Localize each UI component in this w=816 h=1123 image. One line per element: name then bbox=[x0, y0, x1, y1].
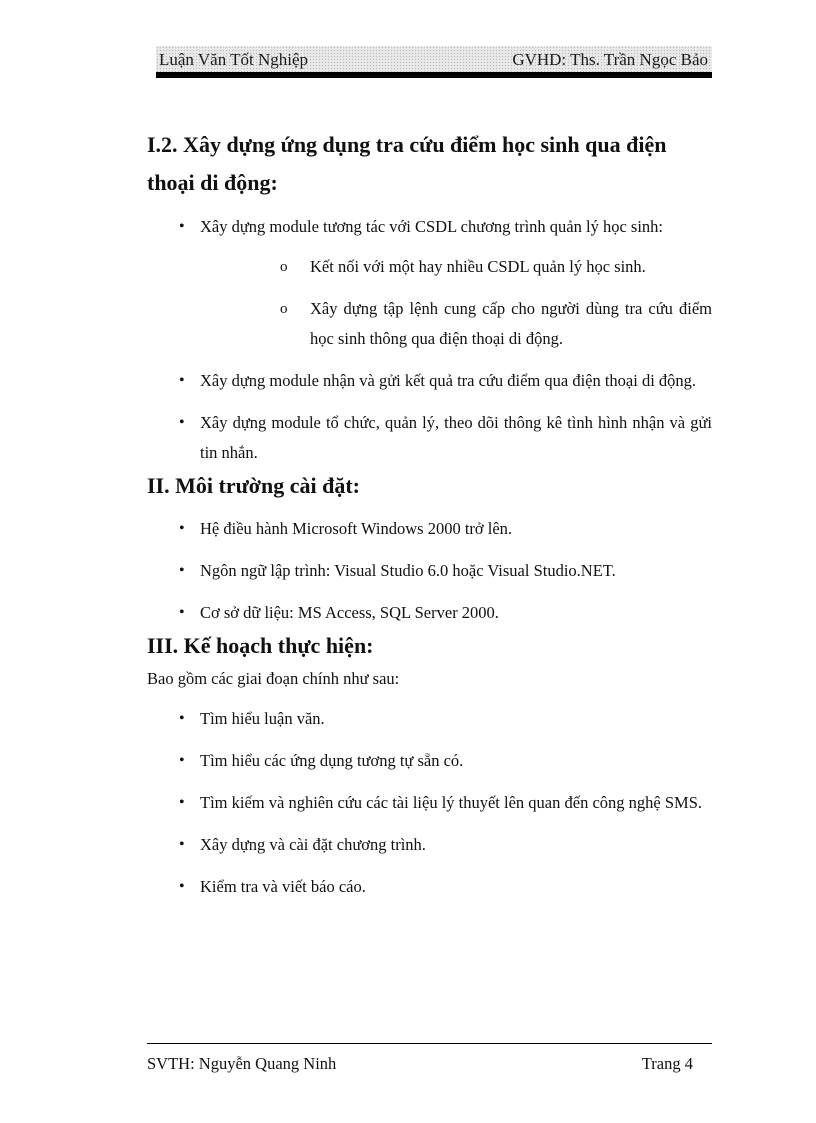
page-header bbox=[156, 46, 712, 72]
list-item-text: Xây dựng module tương tác với CSDL chương trình quản lý học sinh: bbox=[200, 217, 664, 236]
header-rule bbox=[156, 72, 712, 78]
list-item: • Xây dựng module tổ chức, quản lý, theo dõi thông kê tình hình nhận và gửi tin nhắn. bbox=[147, 408, 712, 468]
list-item: • Cơ sở dữ liệu: MS Access, SQL Server 2000. bbox=[147, 598, 712, 628]
sub-list-item: o Kết nối với một hay nhiều CSDL quản lý học sinh. bbox=[200, 252, 712, 282]
header-thesis-title: Luận Văn Tốt Nghiệp bbox=[159, 50, 309, 69]
section-heading-i2: I.2. Xây dựng ứng dụng tra cứu điểm học sinh qua điện thoại di động: bbox=[147, 132, 667, 195]
section-ii-list bbox=[147, 514, 712, 628]
list-item: • Ngôn ngữ lập trình: Visual Studio 6.0 hoặc Visual Studio.NET. bbox=[147, 556, 712, 586]
section-heading-ii: II. Môi trường cài đặt: bbox=[147, 473, 360, 498]
sub-list bbox=[200, 252, 712, 354]
section-iii-list bbox=[147, 704, 712, 902]
section-i2-list bbox=[147, 212, 712, 468]
section-heading-iii: III. Kế hoạch thực hiện: bbox=[147, 633, 374, 658]
header-advisor: GVHD: Ths. Trần Ngọc Bảo bbox=[512, 50, 708, 69]
list-item: • Kiểm tra và viết báo cáo. bbox=[147, 872, 712, 902]
list-item: • Xây dựng module nhận và gửi kết quả tra cứu điểm qua điện thoại di động. bbox=[147, 366, 712, 396]
list-item: • Tìm kiếm và nghiên cứu các tài liệu lý thuyết lên quan đến công nghệ SMS. bbox=[147, 788, 712, 818]
footer-page-number: Trang 4 bbox=[641, 1054, 693, 1073]
list-item: • Hệ điều hành Microsoft Windows 2000 trở lên. bbox=[147, 514, 712, 544]
footer-rule bbox=[147, 1043, 712, 1044]
page-content bbox=[147, 126, 712, 902]
page-footer bbox=[147, 1054, 712, 1074]
section-iii-intro: Bao gồm các giai đoạn chính như sau: bbox=[147, 669, 400, 688]
list-item: • Tìm hiểu luận văn. bbox=[147, 704, 712, 734]
footer-student: SVTH: Nguyễn Quang Ninh bbox=[147, 1054, 337, 1073]
sub-list-item: o Xây dựng tập lệnh cung cấp cho người dùng tra cứu điểm học sinh thông qua điện thoại di động. bbox=[200, 294, 712, 354]
list-item: • Xây dựng và cài đặt chương trình. bbox=[147, 830, 712, 860]
list-item: • Tìm hiểu các ứng dụng tương tự sẵn có. bbox=[147, 746, 712, 776]
list-item bbox=[147, 212, 712, 354]
